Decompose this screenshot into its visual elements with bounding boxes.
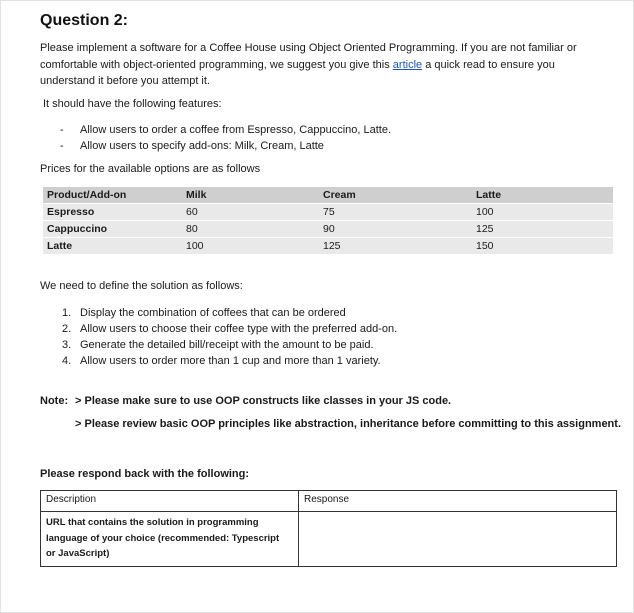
header-cell: Milk bbox=[186, 189, 207, 201]
feature-text: Allow users to order a coffee from Espresso, Cappuccino, Latte. bbox=[80, 124, 392, 136]
price-cell: 100 bbox=[476, 206, 494, 218]
feature-list bbox=[60, 122, 391, 154]
url-description bbox=[41, 512, 299, 567]
feature-item bbox=[60, 138, 391, 154]
bullet-dash: - bbox=[60, 124, 64, 136]
url-description-line: or JavaScript) bbox=[46, 548, 110, 559]
response-table bbox=[40, 490, 617, 567]
header-cell: Latte bbox=[476, 189, 502, 201]
product-cell: Latte bbox=[47, 240, 73, 252]
solution-steps bbox=[62, 305, 397, 369]
step-number: 3. bbox=[62, 339, 72, 351]
response-table-header bbox=[41, 491, 617, 512]
step-number: 4. bbox=[62, 355, 72, 367]
price-cell: 100 bbox=[186, 240, 204, 252]
step-number: 2. bbox=[62, 323, 72, 335]
price-cell: 80 bbox=[186, 223, 198, 235]
header-cell: Cream bbox=[323, 189, 356, 201]
price-cell: 90 bbox=[323, 223, 335, 235]
feature-text: Allow users to specify add-ons: Milk, Cream, Latte bbox=[80, 140, 324, 152]
note-label: Note: bbox=[40, 395, 69, 407]
step-text: Display the combination of coffees that can be ordered bbox=[80, 307, 346, 319]
feature-item bbox=[60, 122, 391, 138]
intro-paragraph bbox=[40, 40, 605, 90]
price-table bbox=[43, 187, 613, 254]
description-header: Description bbox=[41, 491, 299, 512]
product-cell: Espresso bbox=[47, 206, 95, 218]
list-item bbox=[62, 337, 397, 353]
price-cell: 75 bbox=[323, 206, 335, 218]
price-cell: 150 bbox=[476, 240, 494, 252]
product-cell: Cappuccino bbox=[47, 223, 108, 235]
table-row bbox=[43, 204, 613, 221]
table-row bbox=[43, 221, 613, 238]
step-text: Allow users to choose their coffee type with the preferred add-on. bbox=[80, 323, 398, 335]
step-number: 1. bbox=[62, 307, 72, 319]
respond-intro: Please respond back with the following: bbox=[40, 468, 250, 480]
step-text: Allow users to order more than 1 cup and more than 1 variety. bbox=[80, 355, 381, 367]
article-link[interactable]: article bbox=[392, 58, 423, 71]
table-row bbox=[43, 238, 613, 255]
note-line-1 bbox=[40, 395, 451, 407]
bullet-dash: - bbox=[60, 140, 64, 152]
price-cell: 60 bbox=[186, 206, 198, 218]
header-cell: Product/Add-on bbox=[47, 189, 127, 201]
url-response-cell[interactable] bbox=[299, 512, 617, 567]
note-line-2: > Please review basic OOP principles like abstraction, inheritance before committing to this assignment. bbox=[75, 418, 621, 430]
intro-text-after: a quick read to ensure you understand it before you attempt it. bbox=[40, 58, 555, 87]
price-cell: 125 bbox=[323, 240, 341, 252]
table-row bbox=[41, 512, 617, 567]
features-intro: It should have the following features: bbox=[43, 98, 222, 110]
list-item bbox=[62, 321, 397, 337]
intro-text-before: Please implement a software for a Coffee House using Object Oriented Programming. If you are not familiar or comfortable with object-oriented programming, we suggest you give this bbox=[40, 42, 577, 71]
note-text-1: > Please make sure to use OOP constructs like classes in your JS code. bbox=[75, 395, 452, 407]
url-description-line: URL that contains the solution in programming bbox=[46, 517, 259, 528]
url-description-line: language of your choice (recommended: Typescript bbox=[46, 532, 280, 544]
list-item bbox=[62, 305, 397, 321]
prices-intro: Prices for the available options are as follows bbox=[40, 163, 261, 175]
define-intro: We need to define the solution as follows: bbox=[40, 280, 243, 292]
question-title: Question 2: bbox=[40, 12, 129, 29]
list-item bbox=[62, 353, 397, 369]
price-cell: 125 bbox=[476, 223, 494, 235]
response-header: Response bbox=[299, 491, 617, 512]
price-table-header bbox=[43, 187, 613, 204]
step-text: Generate the detailed bill/receipt with the amount to be paid. bbox=[80, 339, 374, 351]
